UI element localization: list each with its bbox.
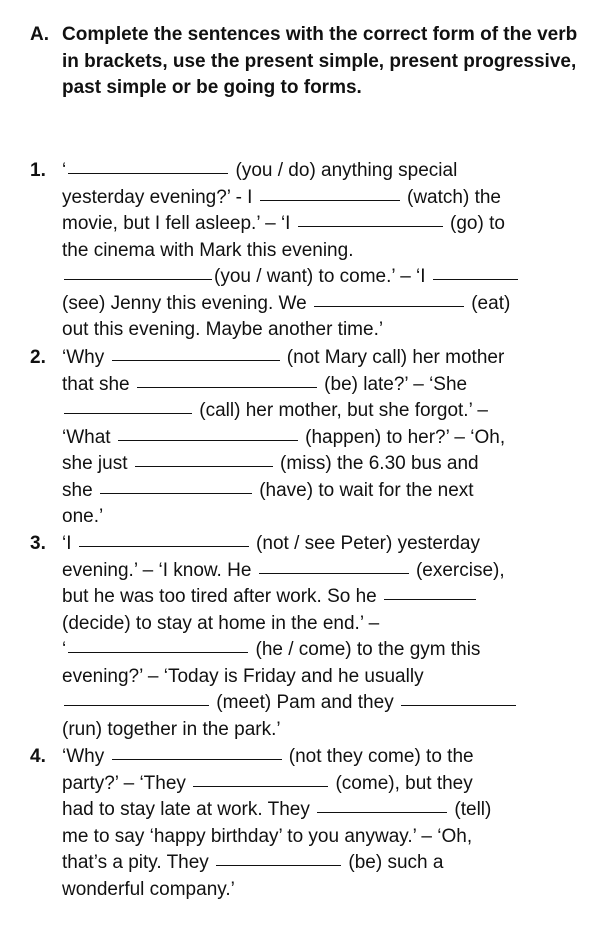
sentence-text: movie, but I fell asleep.’ – ‘I xyxy=(62,213,296,234)
sentence-text: (meet) Pam and they xyxy=(211,692,399,713)
sentence-text: she xyxy=(62,479,98,501)
sentence-text: (tell) xyxy=(449,799,492,820)
item-number: 3. xyxy=(30,533,46,554)
answer-blank[interactable] xyxy=(64,412,192,414)
sentence-text: ‘Why xyxy=(62,746,110,767)
sentence-line xyxy=(62,425,580,452)
exercise-item-4 xyxy=(30,744,580,903)
sentence-line xyxy=(62,372,580,399)
item-number: 4. xyxy=(30,746,46,767)
sentence-text: party?’ – ‘They xyxy=(62,772,192,794)
sentence-line xyxy=(62,611,580,638)
sentence-text: (eat) xyxy=(465,292,511,314)
sentence-text: that’s a pity. They xyxy=(62,852,215,873)
exercise-heading xyxy=(30,22,580,102)
sentence-line xyxy=(62,717,580,744)
sentence-text: ‘ xyxy=(62,160,67,181)
sentence-text: she just xyxy=(62,453,133,474)
sentence-text: that she xyxy=(62,373,135,395)
sentence-text: (decide) to stay at home in the end.’ – xyxy=(62,612,380,634)
item-text xyxy=(62,531,580,743)
sentence-line xyxy=(62,584,580,611)
sentence-text: (miss) the 6.30 bus and xyxy=(274,453,479,474)
sentence-text: wonderful company.’ xyxy=(62,878,235,900)
sentence-text: ‘What xyxy=(62,426,116,448)
sentence-text: (be) late?’ – ‘She xyxy=(318,373,468,395)
answer-blank[interactable] xyxy=(64,278,212,280)
sentence-line xyxy=(62,690,580,717)
sentence-text: me to say ‘happy birthday’ to you anyway.’ – ‘Oh, xyxy=(62,825,473,847)
answer-blank[interactable] xyxy=(317,811,447,813)
exercise-item-2 xyxy=(30,345,580,531)
item-text xyxy=(62,158,580,344)
sentence-text: (go) to xyxy=(444,213,505,234)
answer-blank[interactable] xyxy=(384,598,476,600)
answer-blank[interactable] xyxy=(216,864,341,866)
sentence-text: out this evening. Maybe another time.’ xyxy=(62,319,384,340)
answer-blank[interactable] xyxy=(401,704,516,706)
sentence-text: (exercise), xyxy=(410,559,505,581)
sentence-text: (not they come) to the xyxy=(283,746,474,767)
sentence-line xyxy=(62,664,580,691)
sentence-text: had to stay late at work. They xyxy=(62,799,316,820)
sentence-text: (run) together in the park.’ xyxy=(62,718,281,740)
sentence-text: yesterday evening?’ - I xyxy=(62,186,258,208)
answer-blank[interactable] xyxy=(259,572,409,574)
sentence-line xyxy=(62,264,580,291)
sentence-text: (happen) to her?’ – ‘Oh, xyxy=(299,426,506,448)
sentence-line xyxy=(62,478,580,505)
sentence-line xyxy=(62,850,580,877)
item-number: 1. xyxy=(30,160,46,181)
sentence-text: (have) to wait for the next xyxy=(253,479,474,501)
sentence-text: (you / want) to come.’ – ‘I xyxy=(214,266,431,287)
sentence-text: (you / do) anything special xyxy=(230,160,458,181)
sentence-text: (watch) the xyxy=(401,186,501,208)
sentence-line xyxy=(62,398,580,425)
sentence-text: (see) Jenny this evening. We xyxy=(62,292,312,314)
sentence-line xyxy=(62,317,580,344)
exercise-item-1 xyxy=(30,158,580,344)
sentence-line xyxy=(62,451,580,478)
sentence-line xyxy=(62,744,580,771)
answer-blank[interactable] xyxy=(298,225,443,227)
sentence-line xyxy=(62,824,580,851)
sentence-line xyxy=(62,797,580,824)
answer-blank[interactable] xyxy=(100,492,252,494)
sentence-text: one.’ xyxy=(62,506,104,527)
answer-blank[interactable] xyxy=(135,465,273,467)
sentence-text: evening.’ – ‘I know. He xyxy=(62,559,257,581)
answer-blank[interactable] xyxy=(193,785,328,787)
answer-blank[interactable] xyxy=(79,545,249,547)
exercise-instructions: Complete the sentences with the correct form of the verb in brackets, use the present simple, present progressive, past simple or be going to forms. xyxy=(62,24,578,98)
sentence-line xyxy=(62,345,580,372)
sentence-text: ‘I xyxy=(62,533,77,554)
sentence-line xyxy=(62,531,580,558)
sentence-text: (come), but they xyxy=(330,772,473,794)
exercise-letter: A. xyxy=(30,24,49,45)
item-number: 2. xyxy=(30,347,46,368)
sentence-line xyxy=(62,504,580,531)
answer-blank[interactable] xyxy=(433,278,518,280)
answer-blank[interactable] xyxy=(118,439,298,441)
sentence-line xyxy=(62,185,580,212)
sentence-line xyxy=(62,877,580,904)
sentence-text: (be) such a xyxy=(343,852,444,873)
item-text xyxy=(62,345,580,531)
sentence-text: (not Mary call) her mother xyxy=(281,347,505,368)
sentence-text: ‘Why xyxy=(62,347,110,368)
sentence-text: (he / come) to the gym this xyxy=(250,639,481,660)
sentence-line xyxy=(62,158,580,185)
sentence-text: ‘ xyxy=(62,639,67,660)
sentence-text: evening?’ – ‘Today is Friday and he usually xyxy=(62,665,424,687)
answer-blank[interactable] xyxy=(64,704,209,706)
sentence-text: (not / see Peter) yesterday xyxy=(250,533,480,554)
answer-blank[interactable] xyxy=(314,305,464,307)
exercise-item-3 xyxy=(30,531,580,743)
answer-blank[interactable] xyxy=(137,386,317,388)
sentence-line xyxy=(62,238,580,265)
sentence-text: (call) her mother, but she forgot.’ – xyxy=(194,400,488,421)
sentence-text: the cinema with Mark this evening. xyxy=(62,239,354,261)
answer-blank[interactable] xyxy=(260,199,400,201)
answer-blank[interactable] xyxy=(68,651,248,653)
sentence-line xyxy=(62,771,580,798)
answer-blank[interactable] xyxy=(68,172,228,174)
sentence-line xyxy=(62,637,580,664)
sentence-line xyxy=(62,558,580,585)
answer-blank[interactable] xyxy=(112,758,282,760)
item-text xyxy=(62,744,580,903)
sentence-line xyxy=(62,211,580,238)
sentence-text: but he was too tired after work. So he xyxy=(62,586,383,607)
answer-blank[interactable] xyxy=(112,359,280,361)
sentence-line xyxy=(62,291,580,318)
